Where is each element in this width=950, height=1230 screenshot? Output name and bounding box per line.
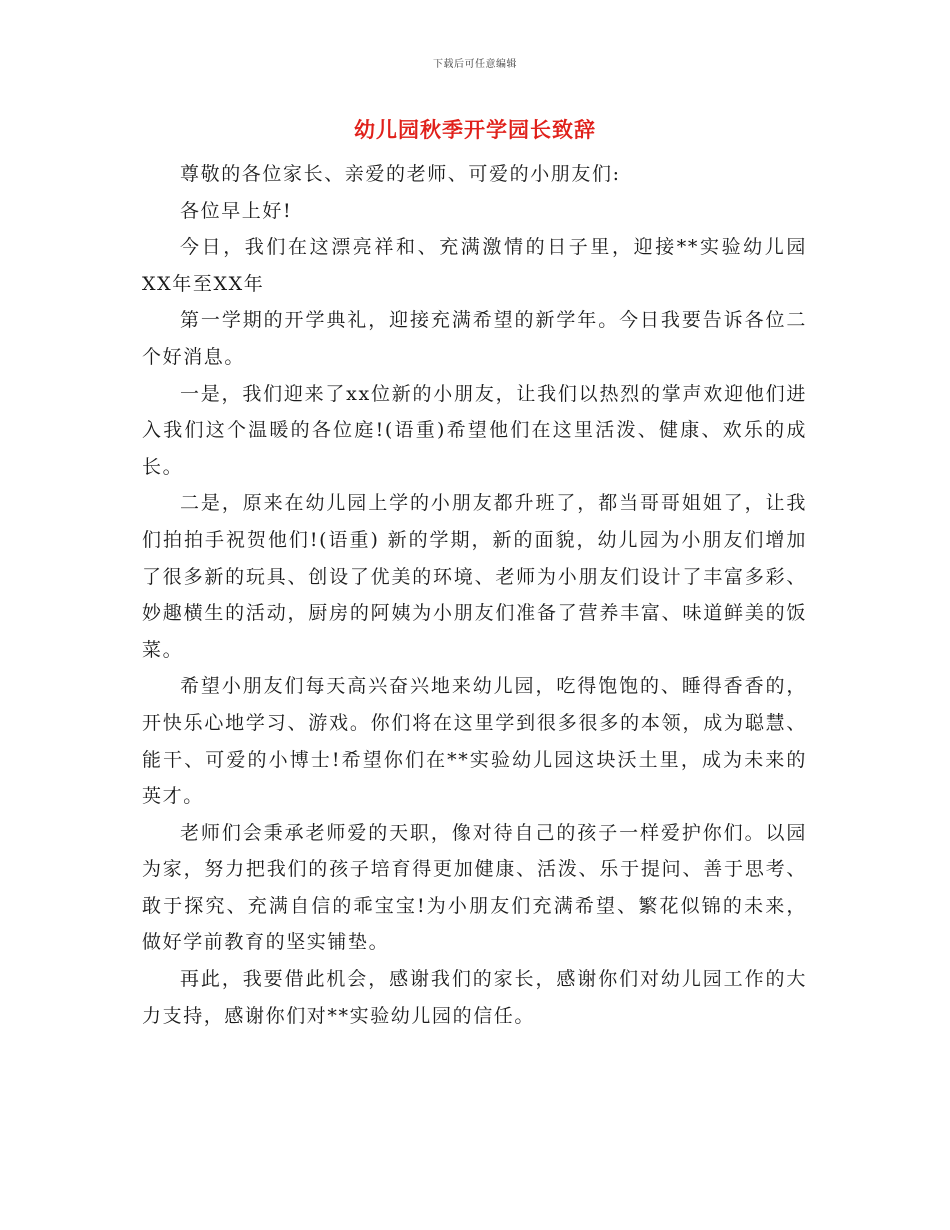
document-body <box>142 156 807 1034</box>
paragraph: 老师们会秉承老师爱的天职，像对待自己的孩子一样爱护你们。以园为家，努力把我们的孩子培育得更加健康、活泼、乐于提问、善于思考、敢于探究、充满自信的乖宝宝!为小朋友们充满希望、繁花似锦的未来，做好学前教育的坚实铺垫。 <box>142 821 807 954</box>
header-note: 下载后可任意编辑 <box>433 59 517 70</box>
paragraph: 二是，原来在幼儿园上学的小朋友都升班了，都当哥哥姐姐了，让我们拍拍手祝贺他们!(语重) 新的学期，新的面貌，幼儿园为小朋友们增加了很多新的玩具、创设了优美的环境、老师为小朋友们设计了丰富多彩、妙趣横生的活动，厨房的阿姨为小朋友们准备了营养丰富、味道鲜美的饭菜。 <box>142 492 807 661</box>
paragraph: 一是，我们迎来了xx位新的小朋友，让我们以热烈的掌声欢迎他们进入我们这个温暖的各位庭!(语重)希望他们在这里活泼、健康、欢乐的成长。 <box>142 382 807 478</box>
paragraph: 今日，我们在这漂亮祥和、充满激情的日子里，迎接**实验幼儿园XX年至XX年 <box>142 236 807 295</box>
paragraph: 希望小朋友们每天高兴奋兴地来幼儿园，吃得饱饱的、睡得香香的，开快乐心地学习、游戏。你们将在这里学到很多很多的本领，成为聪慧、能干、可爱的小博士!希望你们在**实验幼儿园这块沃土里，成为未来的英才。 <box>142 675 807 808</box>
paragraph: 第一学期的开学典礼，迎接充满希望的新学年。今日我要告诉各位二个好消息。 <box>142 309 807 368</box>
paragraph-salutation: 尊敬的各位家长、亲爱的老师、可爱的小朋友们: <box>180 163 621 185</box>
page-title: 幼儿园秋季开学园长致辞 <box>354 117 596 142</box>
paragraph-greeting: 各位早上好! <box>180 199 293 222</box>
paragraph: 再此，我要借此机会，感谢我们的家长，感谢你们对幼儿园工作的大力支持，感谢你们对**实验幼儿园的信任。 <box>142 968 807 1027</box>
